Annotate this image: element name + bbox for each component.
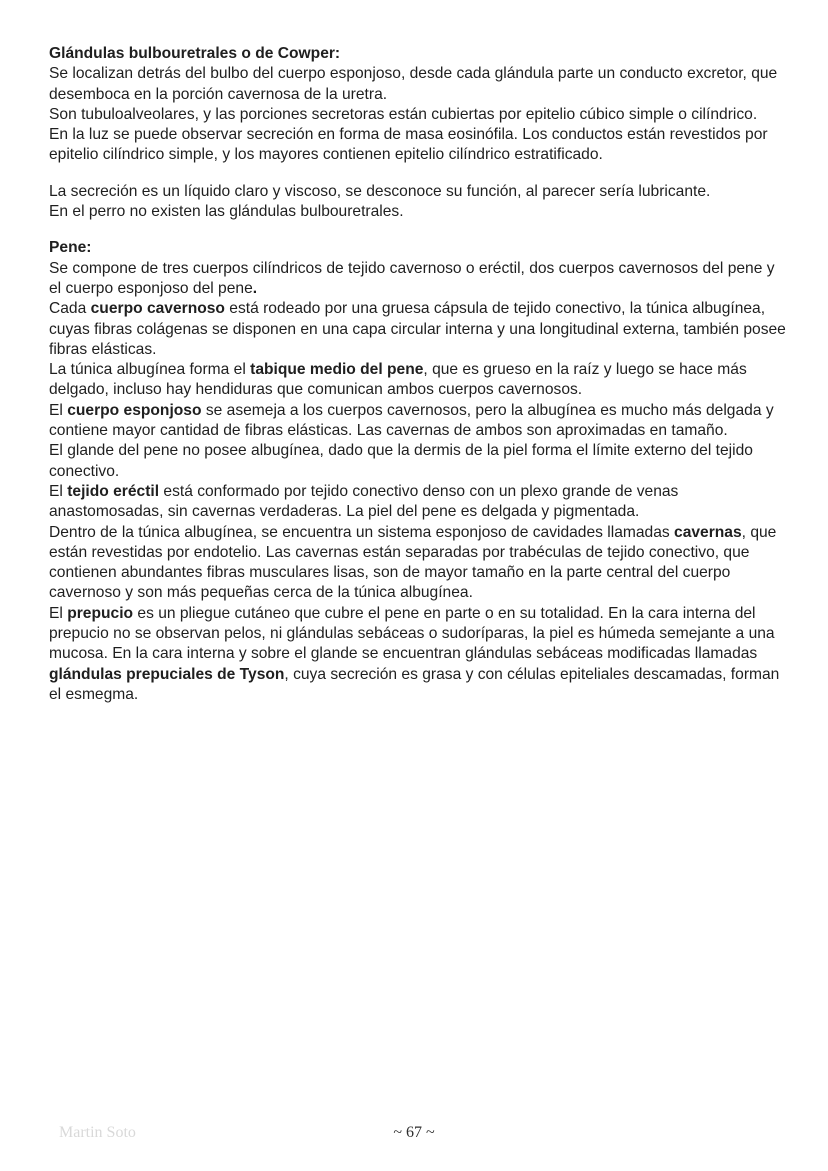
text-segment: En el perro no existen las glándulas bulbouretrales.: [49, 203, 404, 221]
para-luz-secrecion: [49, 125, 794, 166]
bold-text-segment: cuerpo cavernoso: [90, 300, 225, 318]
text-line: [49, 563, 794, 583]
text-line: [49, 145, 794, 165]
text-segment: Se localizan detrás del bulbo del cuerpo esponjoso, desde cada glándula parte un conducto excretor, que: [49, 65, 778, 83]
text-line: [49, 665, 794, 685]
text-segment: El: [49, 604, 68, 622]
text-segment: epitelio cilíndrico simple, y los mayores contienen epitelio cilíndrico estratificado.: [49, 146, 603, 164]
bold-text-segment: prepucio: [67, 604, 134, 622]
para-perro: [49, 202, 794, 222]
text-line: [49, 380, 794, 400]
text-segment: fibras elásticas.: [49, 340, 157, 358]
text-line: [49, 340, 794, 360]
text-segment: están revestidas por endotelio. Las cavernas están separadas por trabéculas de tejido conectivo, que: [49, 543, 750, 561]
text-line: [49, 624, 794, 644]
text-segment: el esmegma.: [49, 685, 139, 703]
text-segment: En la luz se puede observar secreción en forma de masa eosinófila. Los conductos están revestidos por: [49, 126, 768, 144]
text-segment: , que: [741, 523, 777, 541]
text-line: [49, 105, 794, 125]
text-line: [49, 360, 794, 380]
text-line: [49, 125, 794, 145]
text-line: [49, 482, 794, 502]
text-segment: el cuerpo esponjoso del pene: [49, 279, 253, 297]
text-segment: El: [49, 482, 68, 500]
text-line: [49, 299, 794, 319]
text-line: [49, 85, 794, 105]
text-segment: contiene mayor cantidad de fibras elásticas. Las cavernas de ambos son aproximadas en tamaño.: [49, 422, 728, 440]
text-line: [49, 583, 794, 603]
bold-text-segment: glándulas prepuciales de Tyson: [49, 665, 285, 683]
bold-text-segment: cavernas: [674, 523, 742, 541]
para-glande: [49, 441, 794, 482]
text-segment: La secreción es un líquido claro y viscoso, se desconoce su función, al parecer sería lubricante.: [49, 182, 711, 200]
para-cuerpo-esponjoso: [49, 401, 794, 442]
text-segment: La túnica albugínea forma el: [49, 361, 251, 379]
para-cuerpo-cavernoso: [49, 299, 794, 360]
para-tubuloalveolares: [49, 105, 794, 125]
footer-page-number: ~ 67 ~: [393, 1124, 435, 1141]
text-segment: desemboca en la porción cavernosa de la uretra.: [49, 85, 388, 103]
bold-text-segment: .: [252, 279, 258, 297]
para-prepucio: [49, 604, 794, 705]
text-segment: El glande del pene no posee albugínea, dado que la dermis de la piel forma el límite externo del tejido: [49, 442, 753, 460]
text-segment: Dentro de la túnica albugínea, se encuentra un sistema esponjoso de cavidades llamadas: [49, 523, 675, 541]
text-line: [49, 401, 794, 421]
text-line: [49, 502, 794, 522]
bold-text-segment: tejido eréctil: [67, 482, 160, 500]
para-composicion-pene: [49, 259, 794, 300]
text-line: [49, 421, 794, 441]
text-segment: , cuya secreción es grasa y con células epiteliales descamadas, forman: [284, 665, 780, 683]
para-secrecion-liquido: [49, 182, 794, 202]
text-line: [49, 320, 794, 340]
text-segment: cavernoso y son más pequeñas cerca de la túnica albugínea.: [49, 584, 473, 602]
text-segment: delgado, incluso hay hendiduras que comunican ambos cuerpos cavernosos.: [49, 381, 583, 399]
text-line: [49, 202, 794, 222]
text-line: [49, 238, 794, 258]
text-segment: Cada: [49, 300, 91, 318]
text-segment: Se compone de tres cuerpos cilíndricos de tejido cavernoso o eréctil, dos cuerpos cavernosos del pene y: [49, 259, 775, 277]
heading-pene: [49, 238, 794, 258]
text-segment: mucosa. En la cara interna y sobre el glande se encuentran glándulas sebáceas modificadas llamadas: [49, 645, 758, 663]
text-segment: contienen abundantes fibras musculares lisas, son de mayor tamaño en la parte central del cuerpo: [49, 564, 731, 582]
text-segment: prepucio no se observan pelos, ni glándulas sebáceas o sudoríparas, la piel es húmeda semejante a una: [49, 625, 775, 643]
bold-text-segment: Pene:: [49, 239, 92, 257]
text-line: [49, 259, 794, 279]
bold-text-segment: Glándulas bulbouretrales o de Cowper:: [49, 45, 341, 62]
text-segment: conectivo.: [49, 462, 120, 480]
text-segment: El: [49, 401, 68, 419]
text-segment: está conformado por tejido conectivo denso con un plexo grande de venas: [159, 482, 679, 500]
footer-author-label: Martin Soto: [59, 1124, 136, 1141]
text-line: [49, 182, 794, 202]
text-line: [49, 644, 794, 664]
text-segment: Son tubuloalveolares, y las porciones secretoras están cubiertas por epitelio cúbico simple o cilíndrico.: [49, 105, 758, 123]
text-line: [49, 441, 794, 461]
text-segment: , que es grueso en la raíz y luego se hace más: [423, 361, 747, 379]
bold-text-segment: cuerpo esponjoso: [67, 401, 202, 419]
text-segment: anastomosadas, sin cavernas verdaderas. La piel del pene es delgada y pigmentada.: [49, 503, 640, 521]
heading-glandulas-bulbouretrales: [49, 44, 794, 64]
text-line: [49, 523, 794, 543]
text-line: [49, 604, 794, 624]
para-localizacion: [49, 64, 794, 105]
text-segment: está rodeado por una gruesa cápsula de tejido conectivo, la túnica albugínea,: [224, 300, 766, 318]
para-tabique-medio: [49, 360, 794, 401]
text-line: [49, 44, 794, 64]
text-line: [49, 543, 794, 563]
document-body: [49, 44, 794, 705]
text-line: [49, 462, 794, 482]
bold-text-segment: tabique medio del pene: [250, 361, 424, 379]
text-segment: se asemeja a los cuerpos cavernosos, pero la albugínea es mucho más delgada y: [201, 401, 774, 419]
para-tejido-erectil: [49, 482, 794, 523]
text-segment: cuyas fibras colágenas se disponen en una capa circular interna y una longitudinal externa, también posee: [49, 320, 786, 338]
text-line: [49, 279, 794, 299]
text-line: [49, 685, 794, 705]
text-segment: es un pliegue cutáneo que cubre el pene en parte o en su totalidad. En la cara interna del: [133, 604, 756, 622]
text-line: [49, 64, 794, 84]
para-cavernas: [49, 523, 794, 604]
